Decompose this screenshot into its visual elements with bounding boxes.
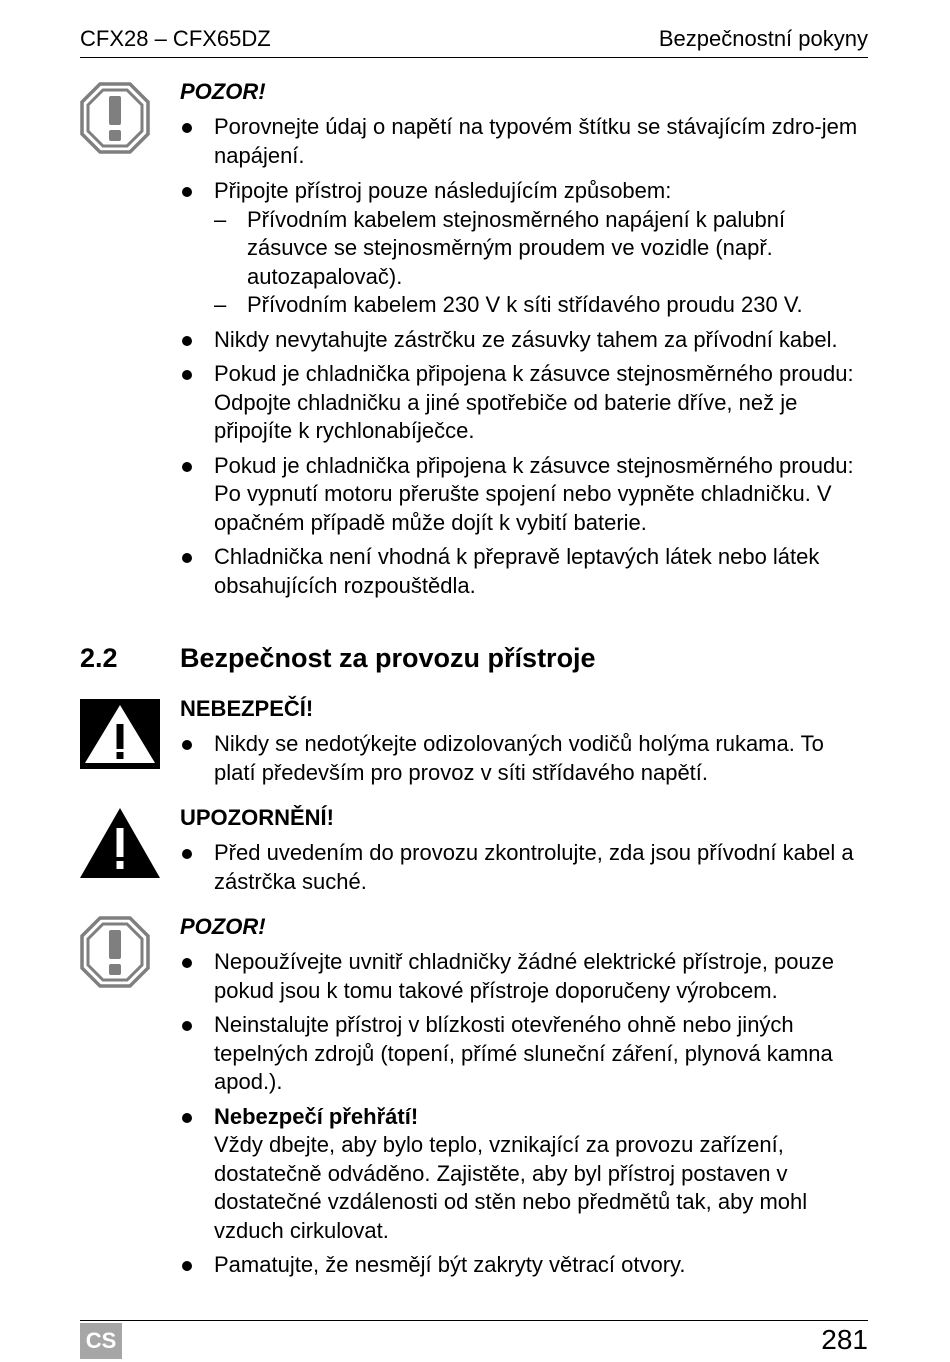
list-item: Nebezpečí přehřátí! Vždy dbejte, aby bylo teplo, vznikající za provozu zařízení, dostatečně odváděno. Zajistěte, aby byl přístroj postaven v dostatečné vzdálenosti od stěn nebo předmětů tak, aby mohl vzduch cirkulovat. [180, 1103, 870, 1246]
warning-label: UPOZORNĚNÍ! [180, 805, 334, 830]
list-item: Pokud je chladnička připojena k zásuvce stejnosměrného proudu: Odpojte chladničku a jiné spotřebiče od baterie dříve, než je připojíte k rychlonabíječce. [180, 360, 870, 446]
footer-divider [80, 1320, 868, 1321]
list-item: Neinstalujte přístroj v blízkosti otevřeného ohně nebo jiných tepelných zdrojů (topení, přímé sluneční záření, plynová kamna apod.). [180, 1011, 870, 1097]
section-title: Bezpečnost za provozu přístroje [180, 643, 596, 673]
sub-list-item: – Přívodním kabelem stejnosměrného napájení k palubní zásuvce se stejnosměrným proudem ve vozidle (např. autozapalovač). [214, 206, 870, 292]
list-item: Nikdy se nedotýkejte odizolovaných vodičů holýma rukama. To platí především pro provoz v síti střídavého napětí. [180, 730, 870, 787]
list-item: Porovnejte údaj o napětí na typovém štítku se stávajícím zdro-jem napájení. [180, 113, 870, 170]
caution-list [180, 113, 870, 600]
list-item: Nepoužívejte uvnitř chladničky žádné elektrické přístroje, pouze pokud jsou k tomu takové přístroje doporučeny výrobcem. [180, 948, 870, 1005]
caution-octagon-icon [80, 916, 150, 993]
danger-label: NEBEZPEČÍ! [180, 696, 314, 721]
caution-label: POZOR! [180, 79, 266, 104]
list-item: Připojte přístroj pouze následujícím způsobem: – Přívodním kabelem stejnosměrného napájení k palubní zásuvce se stejnosměrným proudem ve vozidle (např. autozapalovač). – Přívodním kabelem 230 V k síti střídavého proudu 230 V. [180, 177, 870, 320]
list-item: Nikdy nevytahujte zástrčku ze zásuvky tahem za přívodní kabel. [180, 326, 870, 355]
list-item: Pamatujte, že nesmějí být zakryty větrací otvory. [180, 1251, 870, 1280]
warning-block [180, 803, 870, 896]
language-badge: CS [80, 1323, 122, 1359]
caution-octagon-icon [80, 82, 150, 159]
page-header [80, 24, 868, 58]
page-number: 281 [821, 1324, 868, 1355]
caution-list [180, 948, 870, 1280]
list-item: Před uvedením do provozu zkontrolujte, zda jsou přívodní kabel a zástrčka suché. [180, 839, 870, 896]
section-number: 2.2 [80, 643, 118, 673]
sub-list-item: – Přívodním kabelem 230 V k síti střídavého proudu 230 V. [214, 291, 870, 320]
list-item: Pokud je chladnička připojena k zásuvce stejnosměrného proudu: Po vypnutí motoru přerušte spojení nebo vypněte chladničku. V opačném případě může dojít k vybití baterie. [180, 452, 870, 538]
caution-block-2 [180, 912, 870, 1280]
warning-triangle-icon [80, 808, 160, 883]
list-item: Chladnička není vhodná k přepravě leptavých látek nebo látek obsahujících rozpouštědla. [180, 543, 870, 600]
danger-sign-icon [80, 699, 160, 774]
warning-list [180, 839, 870, 896]
caution-block-1 [180, 77, 870, 600]
danger-block [180, 694, 870, 787]
danger-list [180, 730, 870, 787]
header-chapter: Bezpečnostní pokyny [658, 26, 868, 51]
sub-list [214, 206, 870, 320]
overheat-heading: Nebezpečí přehřátí! [214, 1103, 419, 1129]
header-model: CFX28 – CFX65DZ [80, 26, 271, 51]
caution-label: POZOR! [180, 914, 266, 939]
